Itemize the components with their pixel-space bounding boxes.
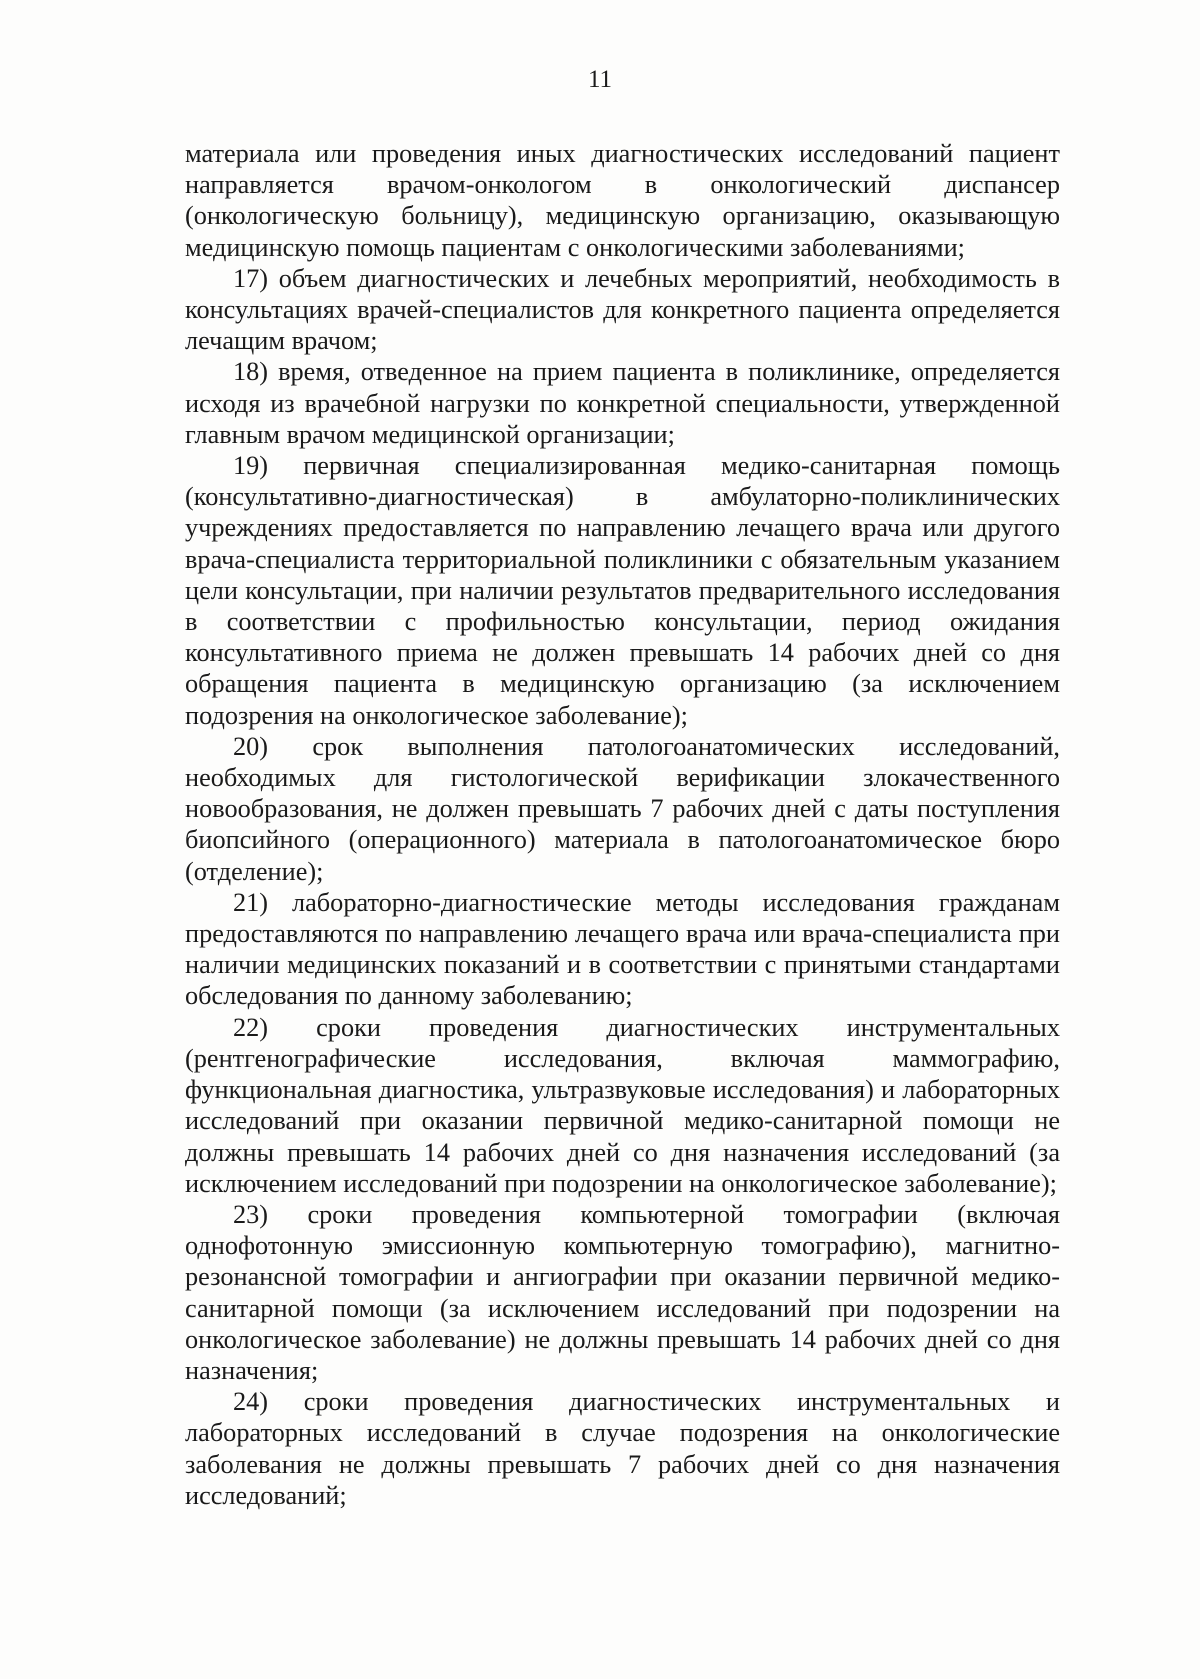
paragraph-item-17: 17) объем диагностических и лечебных мероприятий, необходимость в консультациях врачей-специалистов для конкретного пациента определяется лечащим врачом; <box>185 263 1060 356</box>
paragraph-continuation: материала или проведения иных диагностических исследований пациент направляется врачом-онкологом в онкологический диспансер (онкологическую больницу), медицинскую организацию, оказывающую медицинскую помощь пациентам с онкологическими заболеваниями; <box>185 139 1060 262</box>
paragraph-item-21: 21) лабораторно-диагностические методы исследования гражданам предоставляются по направлению лечащего врача или врача-специалиста при наличии медицинских показаний и в соответствии с принятыми стандартами обследования по данному заболеванию; <box>185 887 1060 1011</box>
paragraph-item-19: 19) первичная специализированная медико-санитарная помощь (консультативно-диагностическая) в амбулаторно-поликлинических учреждениях предоставляется по направлению лечащего врача или другого врача-специалиста территориальной поликлиники с обязательным указанием цели консультации, при наличии результатов предварительного исследования в соответствии с профильностью консультации, период ожидания консультативного приема не должен превышать 14 рабочих дней со дня обращения пациента в медицинскую организацию (за исключением подозрения на онкологическое заболевание); <box>185 451 1060 730</box>
paragraph-item-22: 22) сроки проведения диагностических инструментальных (рентгенографические исследования, включая маммографию, функциональная диагностика, ультразвуковые исследования) и лабораторных исследований при оказании первичной медико-санитарной помощи не должны превышать 14 рабочих дней со дня назначения исследований (за исключением исследований при подозрении на онкологическое заболевание); <box>185 1012 1060 1198</box>
paragraph-item-23: 23) сроки проведения компьютерной томографии (включая однофотонную эмиссионную компьютерную томографию), магнитно-резонансной томографии и ангиографии при оказании первичной медико-санитарной помощи (за исключением исследований при подозрении на онкологическое заболевание) не должны превышать 14 рабочих дней со дня назначения; <box>185 1199 1060 1385</box>
page-number: 11 <box>587 66 613 93</box>
paragraph-item-20: 20) срок выполнения патологоанатомических исследований, необходимых для гистологической верификации злокачественного новообразования, не должен превышать 7 рабочих дней с даты поступления биопсийного (операционного) материала в патологоанатомическое бюро (отделение); <box>185 731 1060 886</box>
paragraph-item-24: 24) сроки проведения диагностических инструментальных и лабораторных исследований в случае подозрения на онкологические заболевания не должны превышать 7 рабочих дней со дня назначения исследований; <box>185 1387 1060 1510</box>
document-body <box>185 138 1060 1511</box>
paragraph-item-18: 18) время, отведенное на прием пациента в поликлинике, определяется исходя из врачебной нагрузки по конкретной специальности, утвержденной главным врачом медицинской организации; <box>185 357 1060 449</box>
